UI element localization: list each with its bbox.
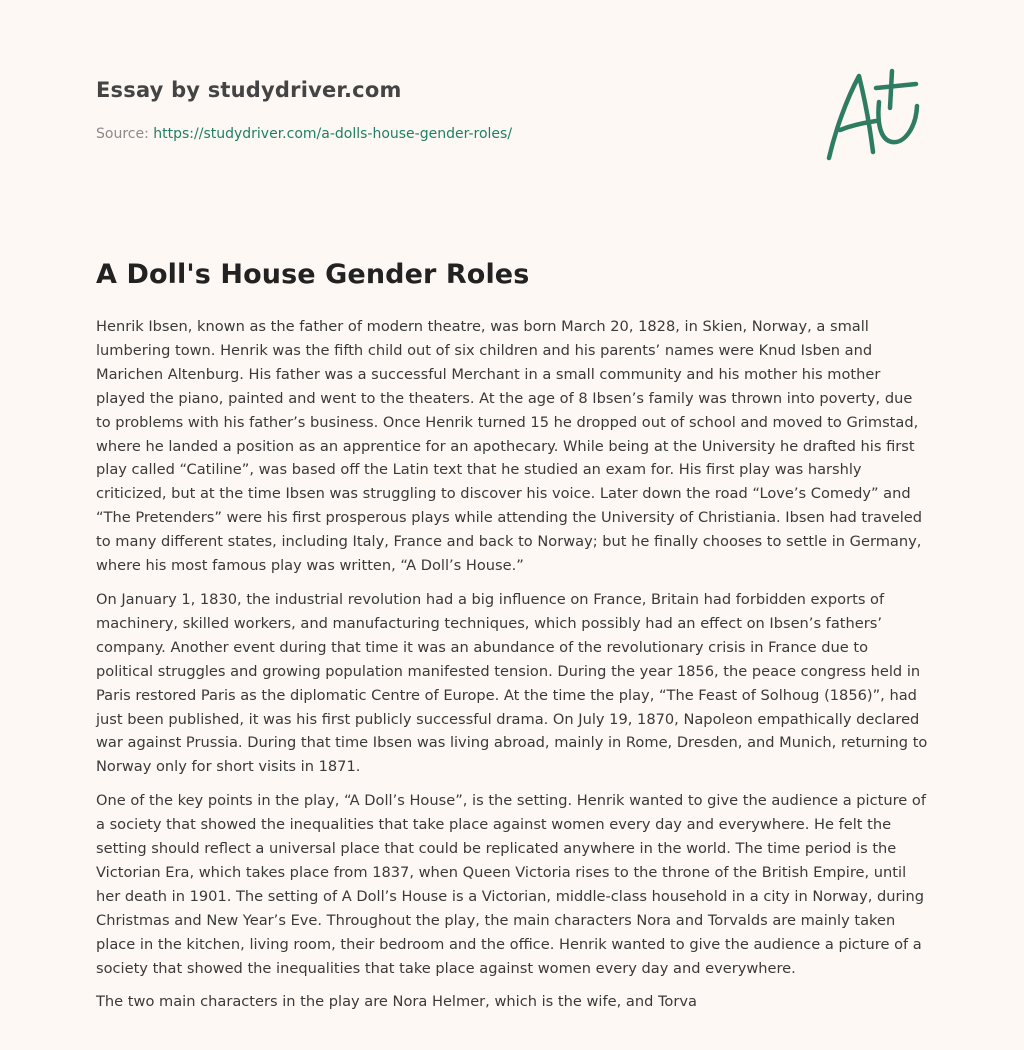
page-header bbox=[96, 70, 736, 143]
logo-strokes bbox=[829, 71, 917, 158]
article-title: A Doll's House Gender Roles bbox=[96, 259, 530, 290]
paragraph-2: On January 1, 1830, the industrial revolution had a big influence on France, Britain had forbidden exports of machinery, skilled workers, and manufacturing techniques, which possibly had an effect on Ibsen’s fathers’ company. Another event during that time it was an abundance of the revolutionary crisis in France due to political struggles and growing population manifested tension. During the year 1856, the peace congress held in Paris restored Paris as the diplomatic Centre of Europe. At the time the play, “The Feast of Solhoug (1856)”, had just been published, it was his first publicly successful drama. On July 19, 1870, Napoleon empathically declared war against Prussia. During that time Ibsen was living abroad, mainly in Rome, Dresden, and Munich, returning to Norway only for short visits in 1871. bbox=[96, 590, 928, 776]
paragraph-1: Henrik Ibsen, known as the father of modern theatre, was born March 20, 1828, in Skien, Norway, a small lumbering town. Henrik was the fifth child out of six children and his parents’ names were Knud Isben and Marichen Altenburg. His father was a successful Merchant in a small community and his mother his mother played the piano, painted and went to the theaters. At the age of 8 Ibsen’s family was thrown into poverty, due to problems with his father’s business. Once Henrik turned 15 he dropped out of school and moved to Grimstad, where he landed a position as an apprentice for an apothecary. While being at the University he drafted his first play called “Catiline”, was based off the Latin text that he studied an exam for. His first play was harshly criticized, but at the time Ibsen was struggling to discover his voice. Later down the road “Love’s Comedy” and “The Pretenders” were his first prosperous plays while attending the University of Christiania. Ibsen had traveled to many different states, including Italy, France and back to Norway; but he finally chooses to settle in Germany, where his most famous play was written, “A Doll’s House.” bbox=[96, 318, 923, 575]
paragraph-4: The two main characters in the play are Nora Helmer, which is the wife, and Torva bbox=[96, 993, 697, 1011]
source-label: Source: bbox=[96, 126, 149, 142]
source-line bbox=[96, 125, 736, 143]
a-plus-logo-icon bbox=[822, 68, 926, 164]
brand-title: Essay by studydriver.com bbox=[96, 78, 402, 102]
source-link[interactable]: https://studydriver.com/a-dolls-house-gender-roles/ bbox=[153, 126, 513, 142]
paragraph-3: One of the key points in the play, “A Doll’s House”, is the setting. Henrik wanted to give the audience a picture of a society that showed the inequalities that take place against women every day and everywhere. He felt the setting should reflect a universal place that could be replicated anywhere in the world. The time period is the Victorian Era, which takes place from 1837, when Queen Victoria rises to the throne of the British Empire, until her death in 1901. The setting of A Doll’s House is a Victorian, middle-class household in a city in Norway, during Christmas and New Year’s Eve. Throughout the play, the main characters Nora and Torvalds are mainly taken place in the kitchen, living room, their bedroom and the office. Henrik wanted to give the audience a picture of a society that showed the inequalities that take place against women every day and everywhere. bbox=[96, 792, 926, 977]
article-body bbox=[96, 315, 928, 1024]
